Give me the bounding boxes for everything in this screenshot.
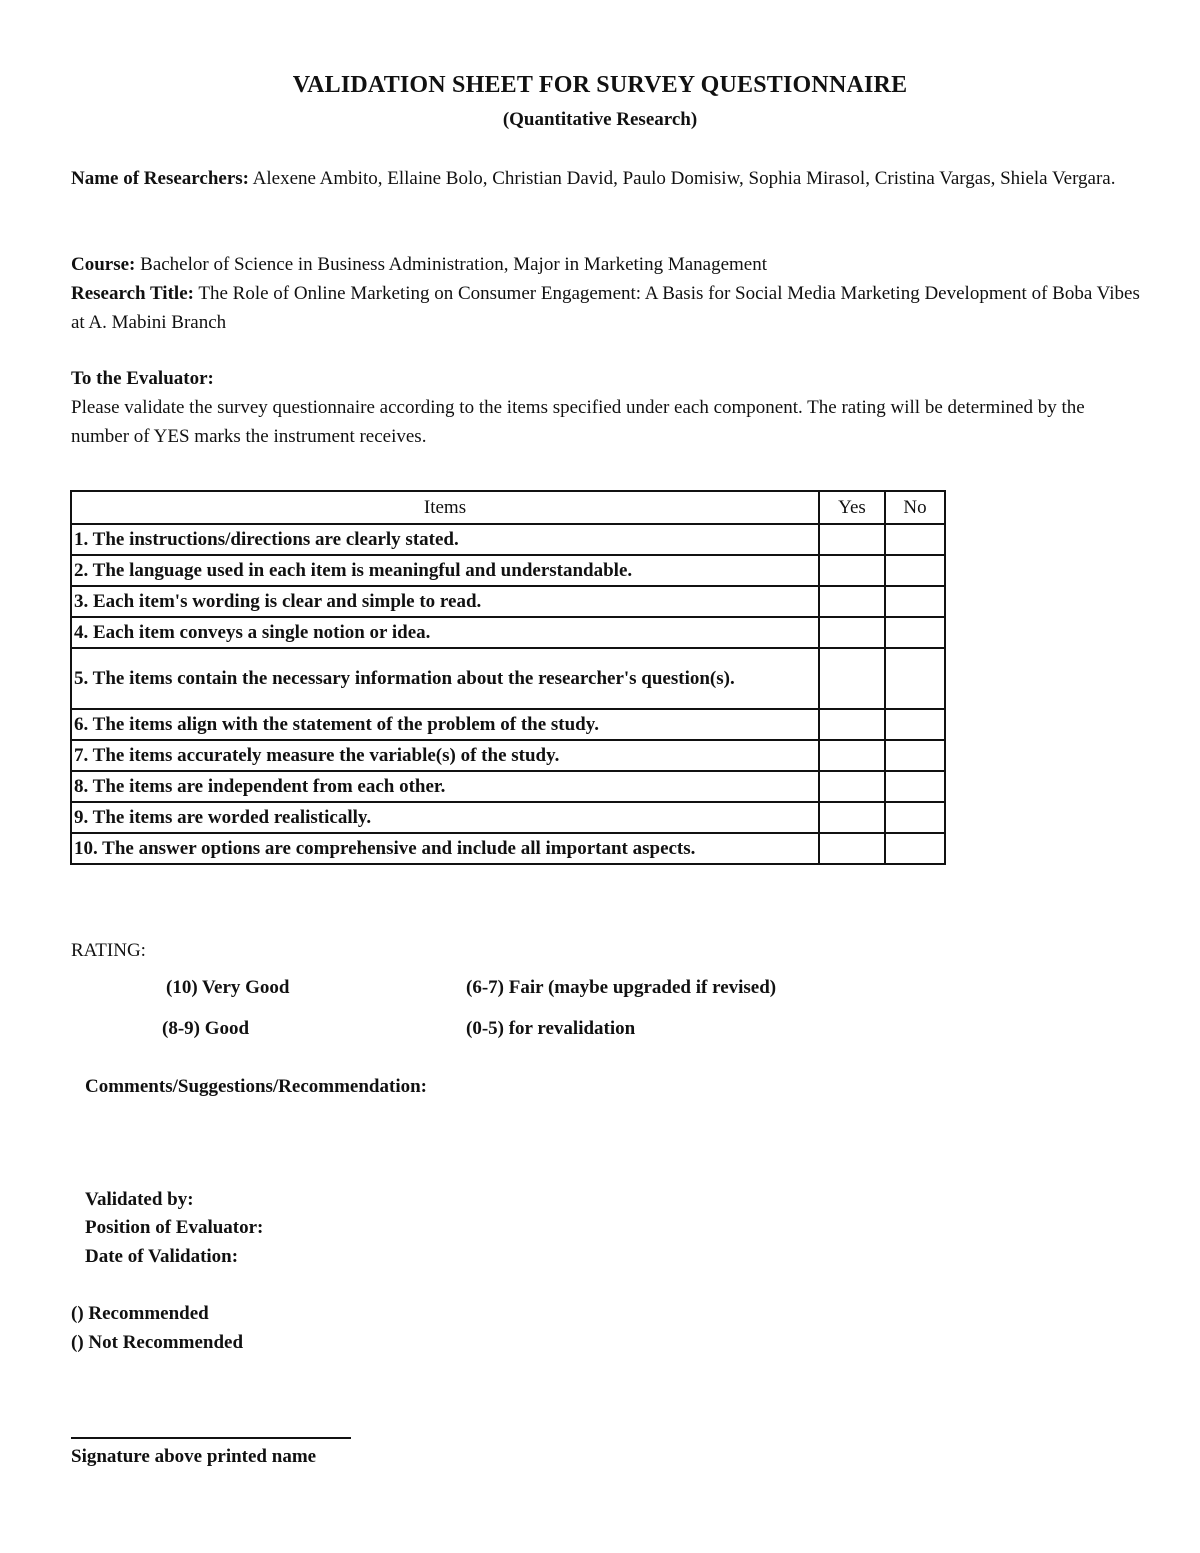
- not-recommended-option[interactable]: () Not Recommended: [71, 1332, 244, 1353]
- research-title-value: The Role of Online Marketing on Consumer Engagement: A Basis for Social Media Marketing Development of Boba Vibes at A. Mabini Branch: [71, 283, 1140, 333]
- table-row: [71, 833, 945, 864]
- yes-cell[interactable]: [819, 524, 885, 555]
- course-label: Course:: [71, 254, 136, 275]
- table-row: [71, 555, 945, 586]
- evaluator-heading: To the Evaluator:: [71, 368, 214, 389]
- header-items: Items: [71, 491, 819, 524]
- table-row: [71, 709, 945, 740]
- signature-label: Signature above printed name: [71, 1446, 317, 1467]
- no-cell[interactable]: [885, 524, 945, 555]
- header-yes: Yes: [819, 491, 885, 524]
- yes-cell[interactable]: [819, 709, 885, 740]
- yes-cell[interactable]: [819, 648, 885, 709]
- item-text: 5. The items contain the necessary information about the researcher's question(s).: [71, 648, 819, 709]
- table-row: [71, 524, 945, 555]
- page-title: VALIDATION SHEET FOR SURVEY QUESTIONNAIRE: [292, 72, 908, 98]
- header-no: No: [885, 491, 945, 524]
- no-cell[interactable]: [885, 617, 945, 648]
- validation-date-label: Date of Validation:: [85, 1246, 239, 1267]
- item-text: 6. The items align with the statement of the problem of the study.: [71, 709, 819, 740]
- no-cell[interactable]: [885, 586, 945, 617]
- yes-cell[interactable]: [819, 617, 885, 648]
- table-row: [71, 802, 945, 833]
- no-cell[interactable]: [885, 740, 945, 771]
- rating-revalidation: (0-5) for revalidation: [466, 1018, 636, 1039]
- item-text: 9. The items are worded realistically.: [71, 802, 819, 833]
- table-row: [71, 586, 945, 617]
- item-text: 7. The items accurately measure the variable(s) of the study.: [71, 740, 819, 771]
- yes-cell[interactable]: [819, 771, 885, 802]
- course-block: [71, 250, 1141, 279]
- evaluator-position-label: Position of Evaluator:: [85, 1217, 264, 1238]
- table-row: [71, 740, 945, 771]
- page-subtitle: (Quantitative Research): [502, 109, 698, 130]
- recommended-option[interactable]: () Recommended: [71, 1303, 209, 1324]
- validated-by-label: Validated by:: [85, 1189, 194, 1210]
- yes-cell[interactable]: [819, 586, 885, 617]
- item-text: 3. Each item's wording is clear and simple to read.: [71, 586, 819, 617]
- comments-label: Comments/Suggestions/Recommendation:: [85, 1076, 427, 1097]
- item-text: 8. The items are independent from each other.: [71, 771, 819, 802]
- yes-cell[interactable]: [819, 802, 885, 833]
- signature-line: [71, 1437, 351, 1439]
- yes-cell[interactable]: [819, 555, 885, 586]
- evaluator-instructions: Please validate the survey questionnaire according to the items specified under each component. The rating will be determined by the number of YES marks the instrument receives.: [71, 397, 1085, 447]
- item-text: 2. The language used in each item is meaningful and understandable.: [71, 555, 819, 586]
- research-title-label: Research Title:: [71, 283, 194, 304]
- researchers-value: Alexene Ambito, Ellaine Bolo, Christian David, Paulo Domisiw, Sophia Mirasol, Cristina Vargas, Shiela Vergara.: [252, 168, 1116, 189]
- no-cell[interactable]: [885, 802, 945, 833]
- yes-cell[interactable]: [819, 833, 885, 864]
- research-title-block: [71, 279, 1141, 337]
- rating-good: (8-9) Good: [162, 1018, 250, 1039]
- yes-cell[interactable]: [819, 740, 885, 771]
- item-text: 10. The answer options are comprehensive and include all important aspects.: [71, 833, 819, 864]
- item-text: 1. The instructions/directions are clearly stated.: [71, 524, 819, 555]
- course-value: Bachelor of Science in Business Administration, Major in Marketing Management: [140, 254, 768, 275]
- table-row: [71, 617, 945, 648]
- no-cell[interactable]: [885, 771, 945, 802]
- table-row: [71, 771, 945, 802]
- no-cell[interactable]: [885, 833, 945, 864]
- researchers-block: [71, 164, 1141, 193]
- criteria-table: [70, 490, 946, 865]
- item-text: 4. Each item conveys a single notion or idea.: [71, 617, 819, 648]
- no-cell[interactable]: [885, 709, 945, 740]
- rating-label: RATING:: [71, 940, 146, 961]
- table-row: [71, 648, 945, 709]
- rating-fair: (6-7) Fair (maybe upgraded if revised): [466, 977, 777, 998]
- rating-very-good: (10) Very Good: [166, 977, 290, 998]
- no-cell[interactable]: [885, 648, 945, 709]
- researchers-label: Name of Researchers:: [71, 168, 249, 189]
- no-cell[interactable]: [885, 555, 945, 586]
